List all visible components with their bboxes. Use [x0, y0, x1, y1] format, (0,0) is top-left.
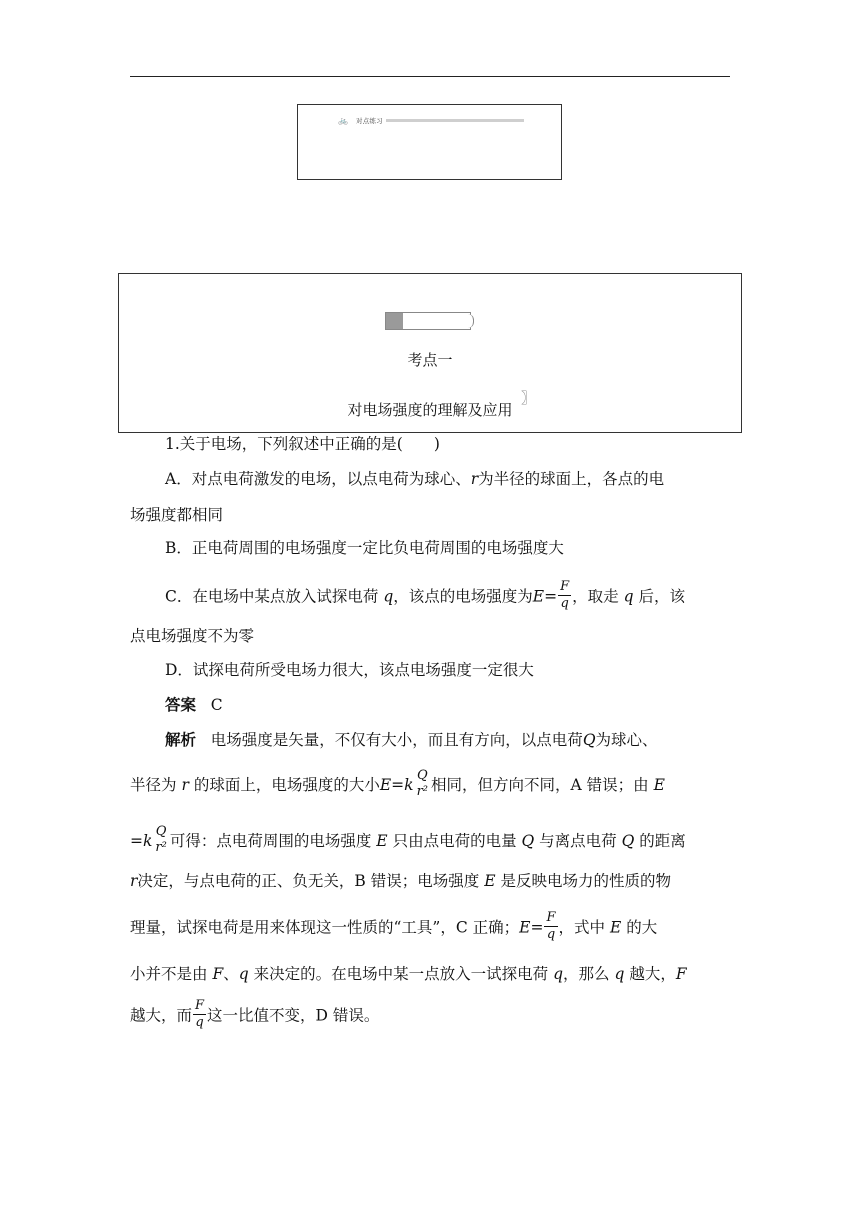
answer-line [165, 695, 223, 715]
bracket-mark-icon: 〗 [521, 391, 535, 407]
question-stem: 1.关于电场，下列叙述中正确的是( ) [165, 435, 440, 453]
topic-number: 考点一 [407, 351, 453, 369]
option-a-line2: 场强度都相同 [130, 506, 224, 524]
answer-label: 答案 [165, 695, 197, 714]
fraction-q-over-r2: Q r² [416, 768, 428, 799]
option-d: D．试探电荷所受电场力很大，该点电场强度一定很大 [165, 661, 534, 679]
answer-value: C [210, 696, 223, 714]
fraction-f-over-q: $\frac{F}{q}$ [546, 910, 556, 942]
fraction-q-over-r2: Q r² [155, 824, 167, 855]
header-bar [386, 119, 524, 122]
option-b: B．正电荷周围的电场强度一定比负电荷周围的电场强度大 [165, 539, 564, 557]
analysis-line1: 解析 电场强度是矢量，不仅有大小，而且有方向，以点电荷Q为球心、 [165, 730, 658, 749]
analysis-label: 解析 [165, 730, 197, 749]
fraction-f-over-q: $\frac{F}{q}$ [560, 579, 570, 611]
option-c-line1: C．在电场中某点放入试探电荷 q，该点的电场强度为E= $\frac{F}{q}$ ，取走 q 后，该 [165, 579, 685, 611]
analysis-line4: r决定，与点电荷的正、负无关，B 错误；电场强度 E 是反映电场力的性质的物 [130, 872, 671, 890]
fraction-f-over-q: $\frac{F}{q}$ [195, 998, 205, 1030]
topic-box [118, 273, 742, 433]
analysis-line7: 越大，而 $\frac{F}{q}$ 这一比值不变，D 错误。 [130, 998, 380, 1030]
analysis-line6: 小并不是由 F、q 来决定的。在电场中某一点放入一试探电荷 q，那么 q 越大，F [130, 965, 687, 983]
topic-tab-decoration [385, 312, 471, 330]
analysis-line5: 理量，试探电荷是用来体现这一性质的“工具”，C 正确；E= $\frac{F}{q}$ ，式中 E 的大 [130, 910, 658, 942]
topic-title: 对电场强度的理解及应用 [347, 401, 513, 419]
practice-header-box [297, 104, 562, 180]
bicycle-icon: 🚲 [338, 116, 348, 125]
option-a-line1: A．对点电荷激发的电场，以点电荷为球心、r为半径的球面上，各点的电 [165, 470, 665, 488]
option-c-line2: 点电场强度不为零 [130, 627, 255, 645]
practice-label: 对点练习 [356, 117, 383, 125]
analysis-line2: 半径为 r 的球面上，电场强度的大小E=k Q r² 相同，但方向不同，A 错误；由 E [130, 768, 665, 799]
analysis-line3: =k Q r² 可得：点电荷周围的电场强度 E 只由点电荷的电量 Q 与离点电荷 Q 的距离 [130, 824, 686, 855]
header-rule [130, 76, 730, 77]
